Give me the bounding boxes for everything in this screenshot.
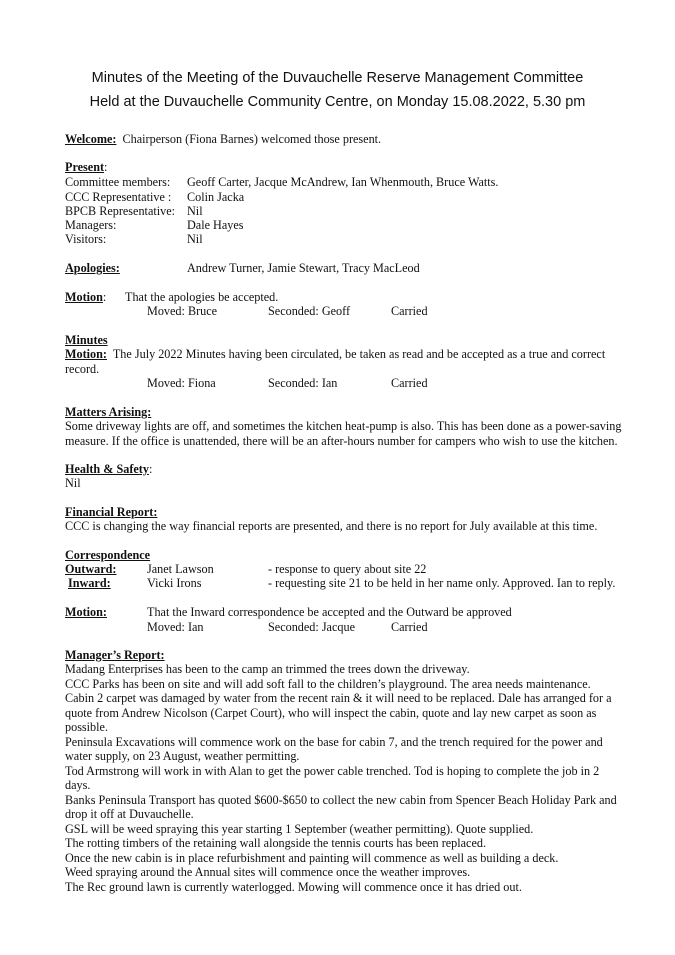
matters-arising-text: Some driveway lights are off, and sometimes the kitchen heat-pump is also. This has been done as a power-saving measure. If the office is unattended, there will be an after-hours number for campers who wish to use the kitchen.: [65, 419, 622, 448]
report-item: Tod Armstrong will work in with Alan to get the power cable trenched. Tod is hoping to complete the job in 2 days.: [65, 763, 600, 792]
financial-heading: Financial Report:: [65, 505, 158, 519]
motion2-text: That the Inward correspondence be accepted and the Outward be approved: [147, 605, 512, 619]
correspondence-outward-label: Outward:: [65, 562, 117, 576]
welcome-line: [65, 132, 381, 147]
motion1-moved: Moved: Bruce: [147, 304, 218, 318]
minutes-motion-label: Motion:: [65, 347, 107, 361]
welcome-text: Chairperson (Fiona Barnes) welcomed those present.: [122, 132, 382, 146]
health-safety-text: Nil: [65, 476, 81, 490]
title-line-1: Minutes of the Meeting of the Duvauchelle Reserve Management Committee: [91, 70, 584, 86]
minutes-motion-text: The July 2022 Minutes having been circulated, be taken as read and be accepted as a true and correct record.: [65, 347, 606, 376]
report-item: Madang Enterprises has been to the camp an trimmed the trees down the driveway.: [65, 662, 470, 676]
apologies-text: Andrew Turner, Jamie Stewart, Tracy MacLeod: [187, 261, 420, 275]
report-item: The rotting timbers of the retaining wall alongside the tennis courts has been replaced.: [65, 836, 487, 850]
motion1-label-group: [65, 290, 106, 305]
present-value: Colin Jacka: [187, 190, 245, 204]
motion2-moved: Moved: Ian: [147, 620, 204, 634]
correspondence-outward-text: - response to query about site 22: [268, 562, 427, 576]
correspondence-heading: Correspondence: [65, 548, 151, 562]
motion1-seconded: Seconded: Geoff: [268, 304, 351, 318]
minutes-seconded: Seconded: Ian: [268, 376, 338, 390]
report-item: Weed spraying around the Annual sites will commence once the weather improves.: [65, 865, 471, 879]
motion1-text: That the apologies be accepted.: [125, 290, 279, 304]
motion2-seconded: Seconded: Jacque: [268, 620, 355, 634]
health-safety-heading-group: [65, 462, 152, 477]
matters-arising-heading: Matters Arising:: [65, 405, 152, 419]
present-label: Managers:: [65, 218, 117, 232]
correspondence-inward-name: Vicki Irons: [147, 576, 202, 590]
financial-text: CCC is changing the way financial reports are presented, and there is no report for July available at this time.: [65, 519, 598, 533]
report-item: Once the new cabin is in place refurbishment and painting will commence as well as building a deck.: [65, 850, 559, 865]
motion2-label: Motion:: [65, 605, 107, 619]
apologies-label: Apologies:: [65, 261, 120, 275]
minutes-heading: Minutes: [65, 333, 108, 347]
minutes-moved: Moved: Fiona: [147, 376, 216, 390]
motion2-result: Carried: [391, 620, 428, 634]
health-safety-heading: Health & Safety: [65, 462, 149, 476]
present-value: Dale Hayes: [187, 218, 244, 232]
motion1-label: Motion: [65, 290, 103, 304]
present-label: CCC Representative :: [65, 190, 172, 204]
report-item: Cabin 2 carpet was damaged by water from the recent rain & it will need to be replaced. Dale has arranged for a quote from Andrew Nicolson (Carpet Court), who will inspect the cabin, quote and lay new carpet as soon as possible.: [65, 691, 612, 734]
minutes-motion: [65, 347, 625, 376]
present-label: BPCB Representative:: [65, 204, 176, 218]
report-item: CCC Parks has been on site and will add soft fall to the children’s playground. The area needs maintenance.: [65, 676, 591, 691]
managers-report-heading: Manager’s Report:: [65, 648, 165, 662]
managers-report-list: [65, 662, 625, 894]
correspondence-inward-text: - requesting site 21 to be held in her name only. Approved. Ian to reply.: [268, 576, 616, 590]
report-item: The Rec ground lawn is currently waterlogged. Mowing will commence once it has dried out.: [65, 879, 522, 894]
present-colon: :: [104, 160, 108, 174]
motion1-colon: :: [102, 290, 107, 304]
present-value: Geoff Carter, Jacque McAndrew, Ian Whenmouth, Bruce Watts.: [187, 175, 499, 189]
present-heading-line: [65, 160, 107, 175]
present-label: Visitors:: [65, 232, 107, 246]
title-line-2: Held at the Duvauchelle Community Centre, on Monday 15.08.2022, 5.30 pm: [89, 94, 586, 110]
report-item: Banks Peninsula Transport has quoted $600-$650 to collect the new cabin from Spencer Beach Holiday Park and drop it off at Duvauchelle.: [65, 792, 617, 821]
present-label: Committee members:: [65, 175, 171, 189]
report-item: GSL will be weed spraying this year starting 1 September (weather permitting). Quote supplied.: [65, 821, 534, 836]
report-item: Peninsula Excavations will commence work on the base for cabin 7, and the trench required for the power and water supply, on 23 August, weather permitting.: [65, 734, 603, 763]
correspondence-outward-name: Janet Lawson: [147, 562, 214, 576]
health-safety-colon: :: [148, 462, 153, 476]
present-value: Nil: [187, 204, 203, 218]
present-value: Nil: [187, 232, 203, 246]
correspondence-inward-label: Inward:: [68, 576, 111, 590]
minutes-result: Carried: [391, 376, 428, 390]
motion1-result: Carried: [391, 304, 428, 318]
present-heading: Present: [65, 160, 105, 174]
welcome-label: Welcome:: [65, 132, 117, 146]
